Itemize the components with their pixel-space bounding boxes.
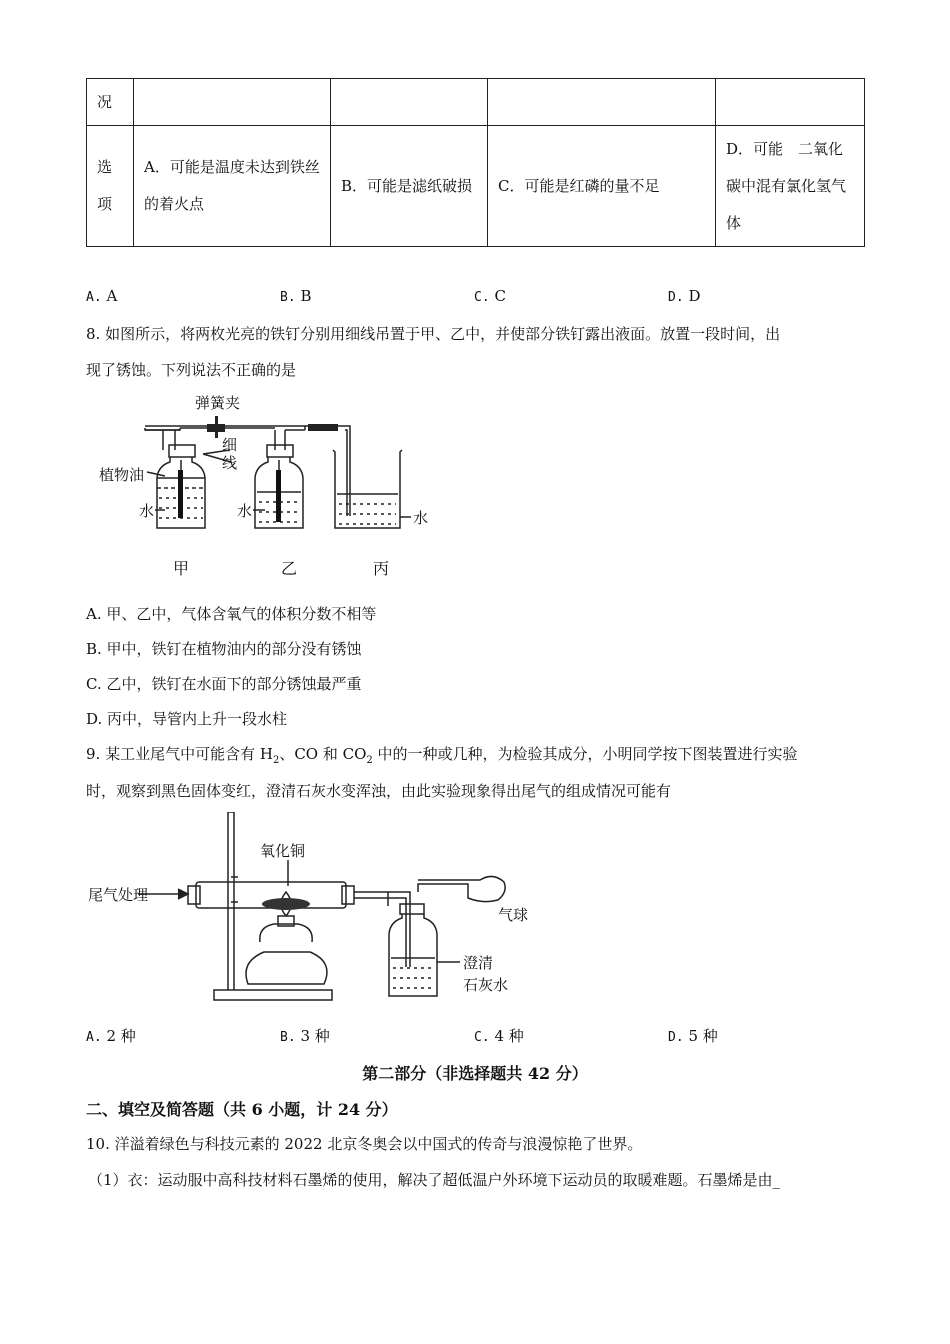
- q7-option-a[interactable]: [86, 287, 117, 305]
- q9-stem-line-1: [86, 743, 876, 766]
- q9-option-b[interactable]: [280, 1025, 330, 1046]
- label-water-2: 水: [237, 502, 253, 520]
- option-key: C.: [474, 290, 490, 305]
- q10-sub1: （1）衣：运动服中高科技材料石墨烯的使用，解决了超低温户外环境下运动员的取暖难题。石墨烯是由_: [88, 1171, 781, 1189]
- option-key: D.: [668, 290, 684, 305]
- table-row: [87, 79, 865, 126]
- section2-title: 二、填空及简答题（共 6 小题，计 24 分）: [86, 1100, 398, 1119]
- q9-option-d[interactable]: [668, 1025, 718, 1046]
- table-cell: A．可能是温度未达到铁丝的着火点: [134, 126, 331, 247]
- q7-option-table: [86, 78, 865, 247]
- q7-option-c[interactable]: [474, 287, 506, 305]
- option-text: 3 种: [300, 1027, 330, 1045]
- q8-stem-line-2: 现了锈蚀。下列说法不正确的是: [86, 361, 297, 379]
- q9-stem-part: 、CO 和 CO: [279, 745, 367, 763]
- q8-option-c[interactable]: C. 乙中，铁钉在水面下的部分锈蚀最严重: [86, 675, 362, 693]
- subscript: 2: [366, 755, 373, 766]
- table-row: [87, 126, 865, 247]
- option-text: 5 种: [688, 1027, 718, 1045]
- label-cuo: 氧化铜: [260, 842, 306, 860]
- option-text: 2 种: [106, 1027, 136, 1045]
- option-text: A: [106, 287, 118, 305]
- option-text: B: [300, 287, 312, 305]
- q9-stem-line-2: 时，观察到黑色固体变红，澄清石灰水变浑浊，由此实验现象得出尾气的组成情况可能有: [86, 782, 672, 800]
- part2-title: 第二部分（非选择题共 42 分）: [362, 1064, 588, 1083]
- option-text: C: [494, 287, 506, 305]
- table-cell: [331, 79, 488, 126]
- label-thread-2: 线: [222, 454, 238, 472]
- label-tail-gas: 尾气处理: [88, 886, 149, 904]
- q8-stem-line-1: 8. 如图所示，将两枚光亮的铁钉分别用细线吊置于甲、乙中，并使部分铁钉露出液面。放置一段时间，出: [86, 325, 781, 343]
- q7-option-b[interactable]: [280, 287, 311, 305]
- subscript: 2: [272, 755, 280, 766]
- table-cell: 况: [87, 79, 134, 126]
- option-text: D: [688, 287, 701, 305]
- table-cell: [716, 79, 865, 126]
- label-balloon: 气球: [498, 906, 529, 924]
- q9-stem-part: 中的一种或几种，为检验其成分，小明同学按下图装置进行实验: [372, 745, 798, 763]
- q8-option-b[interactable]: B. 甲中，铁钉在植物油内的部分没有锈蚀: [86, 640, 362, 658]
- option-key: D.: [668, 1030, 684, 1045]
- option-key: A.: [86, 1030, 102, 1045]
- q8-option-a[interactable]: A. 甲、乙中，气体含氧气的体积分数不相等: [86, 605, 377, 623]
- label-water-1: 水: [139, 502, 155, 520]
- label-oil: 植物油: [99, 466, 145, 484]
- q7-option-d[interactable]: [668, 287, 700, 305]
- option-text: 4 种: [494, 1027, 524, 1045]
- label-limewater-2: 石灰水: [463, 976, 509, 994]
- option-key: C.: [474, 1030, 490, 1045]
- table-cell: 选项: [87, 126, 134, 247]
- q8-figure: [95, 390, 445, 582]
- q9-option-c[interactable]: [474, 1025, 524, 1046]
- option-key: B.: [280, 1030, 296, 1045]
- table-cell: C．可能是红磷的量不足: [488, 126, 716, 247]
- label-bing: 丙: [373, 559, 390, 578]
- option-key: A.: [86, 290, 102, 305]
- label-jia: 甲: [173, 559, 190, 578]
- q8-option-d[interactable]: D. 丙中，导管内上升一段水柱: [86, 710, 288, 728]
- q10-stem: 10. 洋溢着绿色与科技元素的 2022 北京冬奥会以中国式的传奇与浪漫惊艳了世界。: [86, 1135, 643, 1153]
- option-key: B.: [280, 290, 296, 305]
- table-cell: D．可能 二氧化碳中混有氯化氢气体: [716, 126, 865, 247]
- table-cell: [134, 79, 331, 126]
- label-water-3: 水: [413, 509, 429, 527]
- label-yi: 乙: [281, 559, 298, 578]
- q9-figure: [88, 812, 538, 1010]
- q9-stem-part: 9. 某工业尾气中可能含有 H: [86, 745, 273, 763]
- label-thread-1: 细: [222, 436, 238, 454]
- table-cell: [488, 79, 716, 126]
- table-cell: B．可能是滤纸破损: [331, 126, 488, 247]
- label-spring-clip: 弹簧夹: [195, 394, 241, 412]
- q9-option-a[interactable]: [86, 1025, 136, 1046]
- label-limewater-1: 澄清: [463, 954, 494, 972]
